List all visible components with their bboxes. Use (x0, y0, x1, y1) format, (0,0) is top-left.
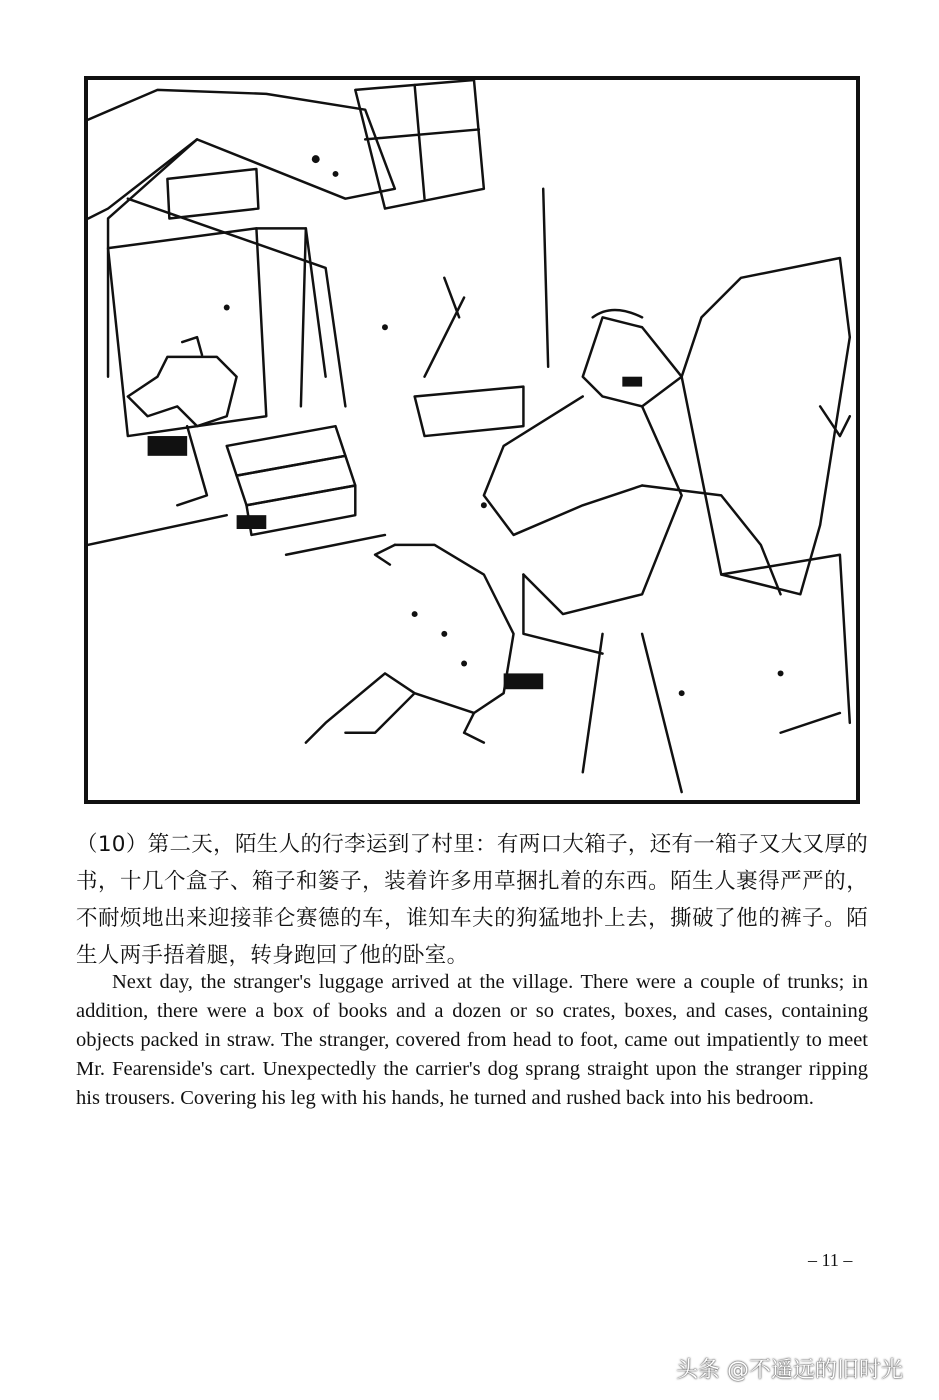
caption-chinese: （10）第二天，陌生人的行李运到了村里：有两口大箱子，还有一箱子又大又厚的书，十几个盒子、箱子和篓子，装着许多用草捆扎着的东西。陌生人裹得严严的，不耐烦地出来迎接菲仑赛德的车，谁知车夫的狗猛地扑上去，撕破了他的裤子。陌生人两手捂着腿，转身跑回了他的卧室。 (76, 832, 868, 968)
ink-drawing-village-scene (88, 80, 856, 800)
illustration (84, 76, 860, 804)
page-number: – 11 – (808, 1250, 853, 1270)
caption-english: Next day, the stranger's luggage arrived at the village. There were a couple of trunks; in addition, there were a box of books and a dozen or so crates, boxes, and cases, containing objects packed in straw. The stranger, covered from head to foot, came out impatiently to meet Mr. Fearenside's cart. Unexpectedly the carrier's dog sprang straight upon the stranger ripping his trousers. Covering his leg with his hands, he turned and rushed back into his bedroom. (76, 971, 868, 1109)
watermark: 头条 @不遥远的旧时光 (676, 1358, 903, 1383)
